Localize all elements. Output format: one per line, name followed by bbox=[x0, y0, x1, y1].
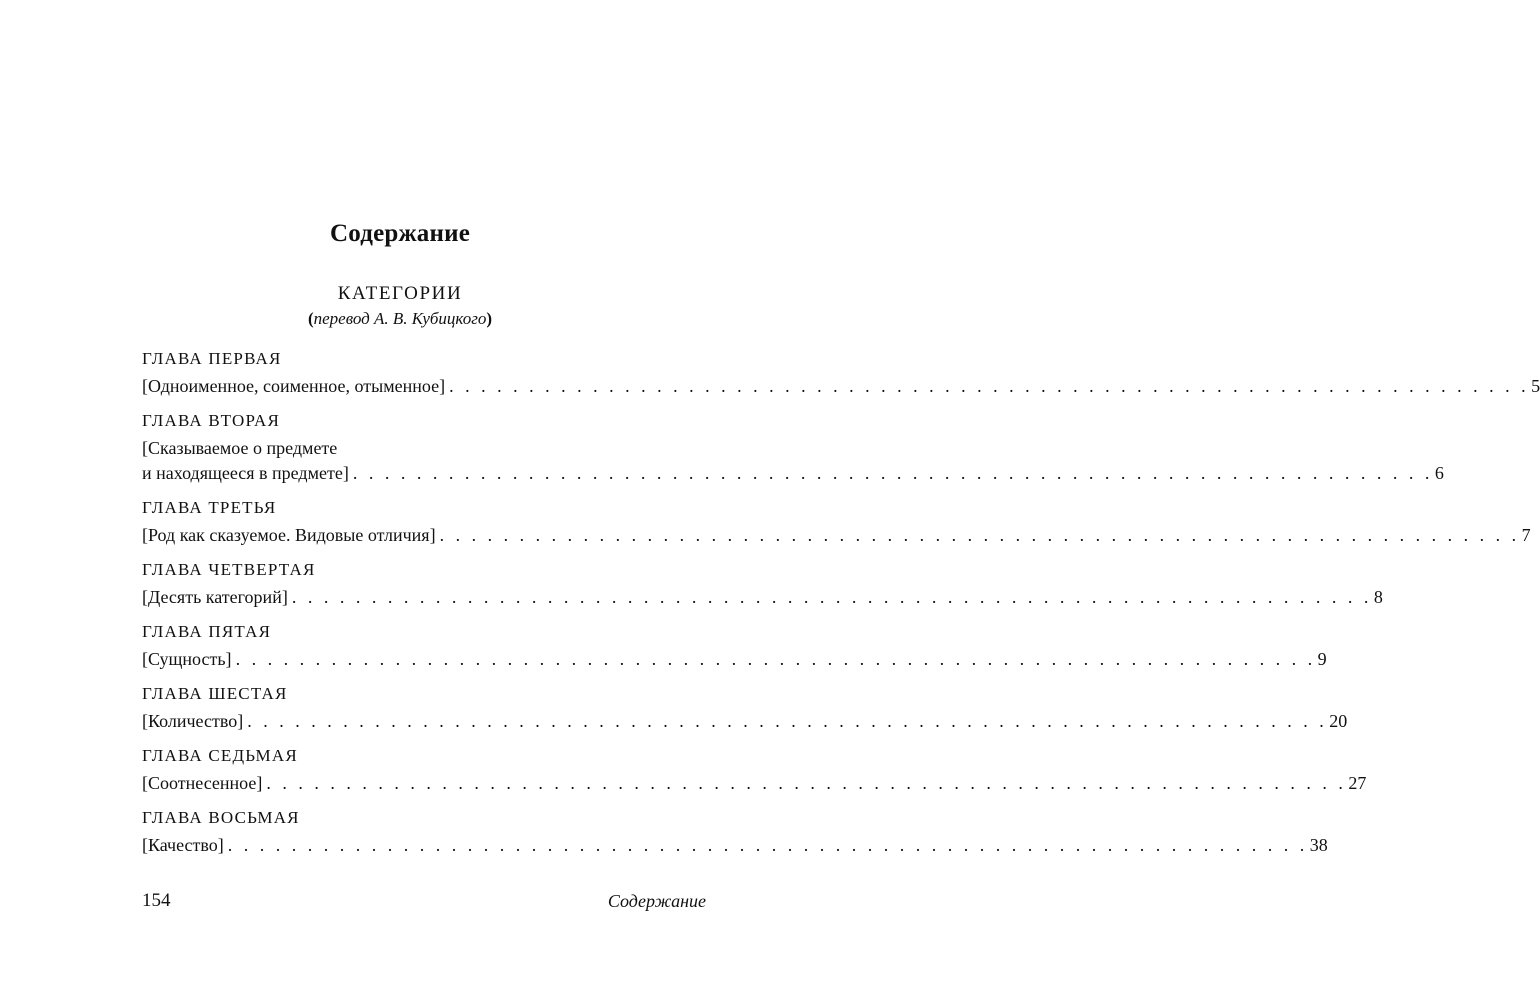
chapter-title-line: [Сказываемое о предмете bbox=[142, 438, 338, 458]
chapter-title-line bbox=[142, 833, 1328, 858]
chapter-heading: ГЛАВА ПЯТАЯ bbox=[142, 622, 272, 641]
toc-entry[interactable] bbox=[142, 497, 1531, 548]
subtitle-open-paren: ( bbox=[307, 309, 314, 328]
dot-leader: . . . . . . . . . . . . . . . . . . . . . . . . . . . . . . . . . . . . . . . . . . . . . . . . . . . . . . . . . . . . . . . . . . . . bbox=[449, 376, 1530, 396]
chapter-heading: ГЛАВА ЧЕТВЕРТАЯ bbox=[142, 560, 316, 579]
dot-leader: . . . . . . . . . . . . . . . . . . . . . . . . . . . . . . . . . . . . . . . . . . . . . . . . . . . . . . . . . . . . . . . . . . . . bbox=[235, 649, 1316, 669]
page-ref: 38 bbox=[1309, 835, 1328, 855]
chapter-title: [Соотнесенное] bbox=[142, 773, 263, 793]
chapter-title: [Десять категорий] bbox=[142, 587, 288, 607]
translator-credit: перевод А. В. Кубицкого bbox=[313, 309, 487, 328]
page-ref: 7 bbox=[1521, 525, 1531, 545]
chapter-title: и находящееся в предмете] bbox=[142, 463, 349, 483]
page-title: Содержание bbox=[329, 220, 470, 247]
page-ref: 20 bbox=[1329, 711, 1348, 731]
chapter-heading: ГЛАВА ТРЕТЬЯ bbox=[142, 498, 277, 517]
dot-leader: . . . . . . . . . . . . . . . . . . . . . . . . . . . . . . . . . . . . . . . . . . . . . . . . . . . . . . . . . . . . . . . . . . . . bbox=[266, 773, 1347, 793]
toc-entry[interactable] bbox=[142, 410, 1444, 486]
chapter-title-line bbox=[142, 523, 1531, 548]
page-number: 154 bbox=[142, 890, 171, 911]
chapter-title: [Количество] bbox=[142, 711, 244, 731]
running-title: Содержание bbox=[607, 891, 706, 911]
chapter-title-line bbox=[142, 461, 1444, 486]
dot-leader: . . . . . . . . . . . . . . . . . . . . . . . . . . . . . . . . . . . . . . . . . . . . . . . . . . . . . . . . . . . . . . . . . . . . bbox=[352, 463, 1433, 483]
chapter-heading: ГЛАВА СЕДЬМАЯ bbox=[142, 746, 298, 765]
subtitle-close-paren: ) bbox=[486, 309, 493, 328]
chapter-heading: ГЛАВА ВОСЬМАЯ bbox=[142, 808, 300, 827]
chapter-title-line bbox=[142, 585, 1383, 610]
page-ref: 8 bbox=[1373, 587, 1383, 607]
chapter-heading: ГЛАВА ВТОРАЯ bbox=[142, 411, 280, 430]
chapter-heading: ГЛАВА ПЕРВАЯ bbox=[142, 349, 282, 368]
toc-entry[interactable] bbox=[142, 807, 1328, 858]
chapter-title: [Одноименное, соименное, отыменное] bbox=[142, 376, 446, 396]
dot-leader: . . . . . . . . . . . . . . . . . . . . . . . . . . . . . . . . . . . . . . . . . . . . . . . . . . . . . . . . . . . . . . . . . . . . bbox=[291, 587, 1372, 607]
dot-leader: . . . . . . . . . . . . . . . . . . . . . . . . . . . . . . . . . . . . . . . . . . . . . . . . . . . . . . . . . . . . . . . . . . . . bbox=[227, 835, 1308, 855]
toc-entry[interactable] bbox=[142, 621, 1327, 672]
toc-entry[interactable] bbox=[142, 348, 1540, 399]
chapter-title: [Качество] bbox=[142, 835, 224, 855]
page-ref: 27 bbox=[1348, 773, 1367, 793]
page-ref: 5 bbox=[1531, 376, 1540, 396]
chapter-title: [Род как сказуемое. Видовые отличия] bbox=[142, 525, 436, 545]
toc-entry[interactable] bbox=[142, 745, 1367, 796]
page-ref: 6 bbox=[1434, 463, 1444, 483]
toc-entry[interactable] bbox=[142, 683, 1348, 734]
chapter-title-line bbox=[142, 647, 1327, 672]
chapter-title-line bbox=[142, 771, 1367, 796]
chapter-heading: ГЛАВА ШЕСТАЯ bbox=[142, 684, 288, 703]
toc-entry[interactable] bbox=[142, 559, 1383, 610]
section-title: КАТЕГОРИИ bbox=[337, 283, 463, 304]
page-ref: 9 bbox=[1317, 649, 1327, 669]
chapter-title: [Сущность] bbox=[142, 649, 232, 669]
table-of-contents bbox=[142, 348, 1540, 869]
dot-leader: . . . . . . . . . . . . . . . . . . . . . . . . . . . . . . . . . . . . . . . . . . . . . . . . . . . . . . . . . . . . . . . . . . . . bbox=[439, 525, 1520, 545]
dot-leader: . . . . . . . . . . . . . . . . . . . . . . . . . . . . . . . . . . . . . . . . . . . . . . . . . . . . . . . . . . . . . . . . . . . . bbox=[247, 711, 1328, 731]
chapter-title-line bbox=[142, 374, 1540, 399]
chapter-title-line bbox=[142, 709, 1348, 734]
section-subtitle bbox=[0, 309, 800, 329]
